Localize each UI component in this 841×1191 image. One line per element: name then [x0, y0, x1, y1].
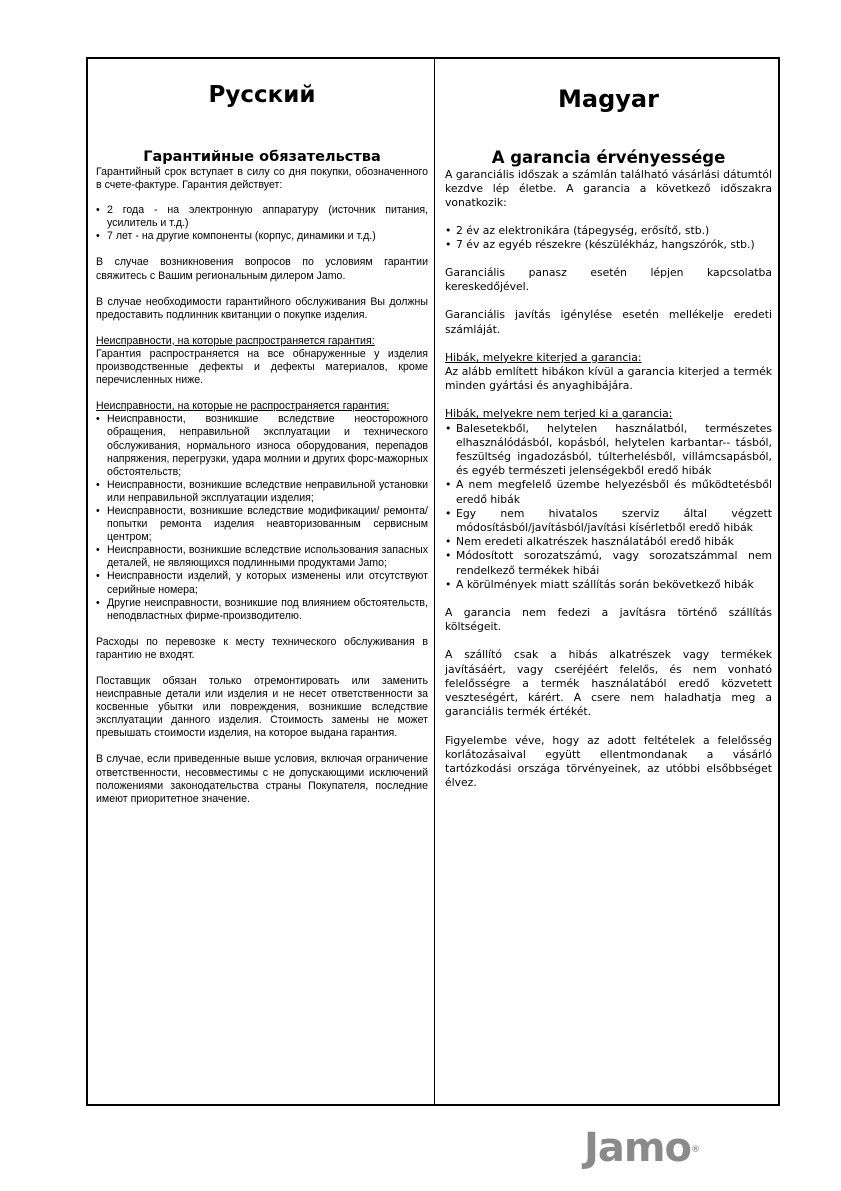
list-item: • 2 года - на электронную аппаратуру (источник питания, усилитель и т.д.) — [96, 204, 428, 230]
warranty-frame — [86, 57, 780, 1106]
list-item: • Неисправности, возникшие вследствие использования запасных деталей, не являющихся подлинными продуктами Jamo; — [96, 544, 428, 570]
registered-mark: ® — [691, 1145, 700, 1155]
not-covered-section — [96, 400, 428, 413]
contact-text: В случае возникновения вопросов по условиям гарантии свяжитесь с Вашим региональным дилером Jamo. — [96, 256, 428, 282]
russian-body — [96, 148, 428, 806]
contact-text: Garanciális panasz esetén lépjen kapcsolatba kereskedőjével. — [445, 266, 772, 294]
list-item: • 2 év az elektronikára (tápegység, erősítő, stb.) — [445, 224, 772, 238]
intro-text: Гарантийный срок вступает в силу со дня покупки, обозначенного в счете-фактуре. Гарантия действует: — [96, 166, 428, 192]
list-item: • Неисправности, возникшие вследствие неправильной установки или неправильной эксплуатации изделия; — [96, 479, 428, 505]
warranty-period-list — [445, 224, 772, 252]
law-text: В случае, если приведенные выше условия, включая ограничение ответственности, несовместимы с не допускающими исключений положениями законодательства страны Покупателя, последние имеют приоритетное значение. — [96, 753, 428, 805]
language-title-russian: Русский — [208, 82, 316, 108]
list-item: • Неисправности, возникшие вследствие модификации/ ремонта/попытки ремонта изделия неавторизованным сервисным центром; — [96, 505, 428, 544]
list-item: • Egy nem hivatalos szerviz által végzett módosításból/javításból/javítási kísérletből eredő hibák — [445, 507, 772, 535]
list-item: • Неисправности, возникшие вследствие неосторожного обращения, неправильной эксплуатации и технического обслуживания, нормального износа оборудования, перепадов напряжения, перегрузки, удара молнии и других форс-мажорных обстоятельств; — [96, 413, 428, 478]
covered-section — [445, 351, 772, 394]
jamo-logo — [584, 1125, 700, 1171]
hungarian-body — [445, 148, 772, 790]
liability-text: Поставщик обязан только отремонтировать или заменить неисправные детали или изделия и не несет ответственности за косвенные убытки или повреждения, возникшие вследствие эксплуатации данного изделия. Стоимость замены не может превышать стоимости изделия, на которое выдана гарантия. — [96, 675, 428, 740]
list-item: • Неисправности изделий, у которых изменены или отсутствуют серийные номера; — [96, 570, 428, 596]
covered-section — [96, 335, 428, 387]
transport-text: Расходы по перевозке к месту технического обслуживания в гарантию не входят. — [96, 635, 428, 661]
warranty-heading: A garancia érvényessége — [491, 148, 726, 167]
logo-wordmark: Jamo — [584, 1125, 692, 1171]
list-item: • A nem megfelelő üzembe helyezésből és működtetésből eredő hibák — [445, 478, 772, 506]
russian-column — [96, 59, 428, 1104]
not-covered-title: Неисправности, на которые не распространяется гарантия: — [96, 400, 390, 413]
language-title-hungarian: Magyar — [558, 85, 659, 113]
covered-title: Hibák, melyekre kiterjed a garancia: — [445, 350, 642, 364]
list-item: • Balesetekből, helytelen használatból, természetes elhasználódásból, kopásból, helytelen karbantar-- tásból, feszültség ingadozásból, túlterhelésből, villámcsapásból, és egyéb természeti jelenségekből eredő hibák — [445, 422, 772, 479]
transport-text: A garancia nem fedezi a javításra történő szállítás költségeit. — [445, 606, 772, 634]
list-item: • Nem eredeti alkatrészek használatából eredő hibák — [445, 535, 772, 549]
not-covered-title: Hibák, melyekre nem terjed ki a garancia: — [445, 407, 673, 421]
not-covered-list — [445, 422, 772, 592]
not-covered-list — [96, 413, 428, 623]
list-item: • Módosított sorozatszámú, vagy sorozatszámmal nem rendelkező termékek hibái — [445, 549, 772, 577]
intro-text: A garanciális időszak a számlán található vásárlási dátumtól kezdve lép életbe. A garancia a következő időszakra vonatkozik: — [445, 168, 772, 210]
covered-text: Гарантия распространяется на все обнаруженные у изделия производственные дефекты и дефекты материалов, кроме перечисленных ниже. — [96, 347, 428, 387]
list-item: • A körülmények miatt szállítás során bekövetkező hibák — [445, 578, 772, 592]
covered-text: Az alább említett hibákon kívül a garancia kiterjed a termék minden gyártási és anyaghibájára. — [445, 365, 772, 393]
receipt-text: Garanciális javítás igénylése esetén mellékelje eredeti számláját. — [445, 308, 772, 336]
warranty-heading: Гарантийные обязательства — [143, 149, 381, 165]
list-item: • 7 лет - на другие компоненты (корпус, динамики и т.д.) — [96, 230, 428, 243]
hungarian-column — [445, 59, 772, 1104]
warranty-period-list — [96, 204, 428, 243]
list-item: • 7 év az egyéb részekre (készülékház, hangszórók, stb.) — [445, 238, 772, 252]
covered-title: Неисправности, на которые распространяется гарантия: — [96, 334, 375, 347]
not-covered-section — [445, 407, 772, 421]
liability-text: A szállító csak a hibás alkatrészek vagy termékek javításáért, vagy cseréjéért felelős, és nem vonható felelősségre a termék használatából eredő közvetett veszteségért, kárért. A csere nem haladhatja meg a garanciális termék értékét. — [445, 648, 772, 719]
receipt-text: В случае необходимости гарантийного обслуживания Вы должны предоставить подлинник квитанции о покупке изделия. — [96, 295, 428, 321]
law-text: Figyelembe véve, hogy az adott feltételek a felelősség korlátozásaival együtt ellentmondanak a vásárló tartózkodási országa törvényeinek, az utóbbi elsőbbséget élvez. — [445, 733, 772, 790]
list-item: • Другие неисправности, возникшие под влиянием обстоятельств, неподвластных фирме-производителю. — [96, 597, 428, 623]
column-divider — [434, 59, 435, 1104]
